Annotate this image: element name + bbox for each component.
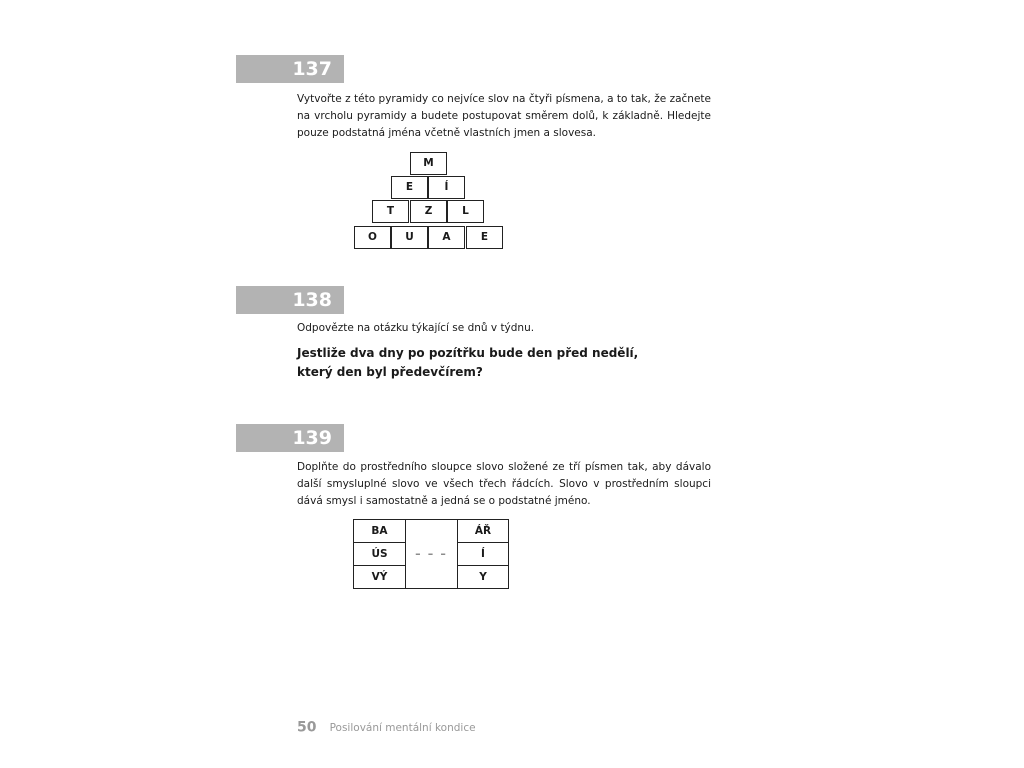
- pyramid-cell: Í: [428, 176, 465, 199]
- grid-right-cell: ÁŘ: [458, 520, 509, 543]
- grid-right-cell: Í: [458, 543, 509, 566]
- pyramid-cell: L: [447, 200, 484, 223]
- puzzle-137-instructions: Vytvořte z této pyramidy co nejvíce slov na čtyři písmena, a to tak, že začnete na vrcholu pyramidy a budete postupovat směrem dolů, k základně. Hledejte pouze podstatná jména včetně vlastních jmen a slovesa.: [297, 93, 711, 139]
- pyramid-cell: T: [372, 200, 409, 223]
- puzzle-number-137: 137: [236, 55, 344, 83]
- pyramid-cell: E: [466, 226, 503, 249]
- table-row: [354, 520, 509, 543]
- pyramid-cell: E: [391, 176, 428, 199]
- puzzle-138-question: [297, 344, 717, 382]
- pyramid-cell: M: [410, 152, 447, 175]
- word-grid: [353, 519, 509, 589]
- question-line: který den byl předevčírem?: [297, 365, 483, 379]
- question-line: Jestliže dva dny po pozítřku bude den před nedělí,: [297, 346, 639, 360]
- grid-left-cell: BA: [354, 520, 406, 543]
- pyramid-cell: A: [428, 226, 465, 249]
- pyramid-cell: U: [391, 226, 428, 249]
- puzzle-number-139: 139: [236, 424, 344, 452]
- pyramid-cell: O: [354, 226, 391, 249]
- grid-left-cell: VÝ: [354, 566, 406, 589]
- book-title: Posilování mentální kondice: [329, 721, 476, 734]
- page-footer: [297, 717, 476, 736]
- grid-left-cell: ÚS: [354, 543, 406, 566]
- puzzle-139-instructions: Doplňte do prostředního sloupce slovo složené ze tří písmen tak, aby dávalo další smysluplné slovo ve všech třech řádcích. Slovo v prostředním sloupci dává smysl i samostatně a jedná se o podstatné jméno.: [297, 461, 711, 507]
- puzzle-138-instructions: Odpovězte na otázku týkající se dnů v týdnu.: [297, 322, 535, 334]
- page-number: 50: [297, 719, 317, 736]
- grid-right-cell: Y: [458, 566, 509, 589]
- pyramid-cell: Z: [410, 200, 447, 223]
- puzzle-number-138: 138: [236, 286, 344, 314]
- grid-middle-cell: – – –: [406, 520, 458, 589]
